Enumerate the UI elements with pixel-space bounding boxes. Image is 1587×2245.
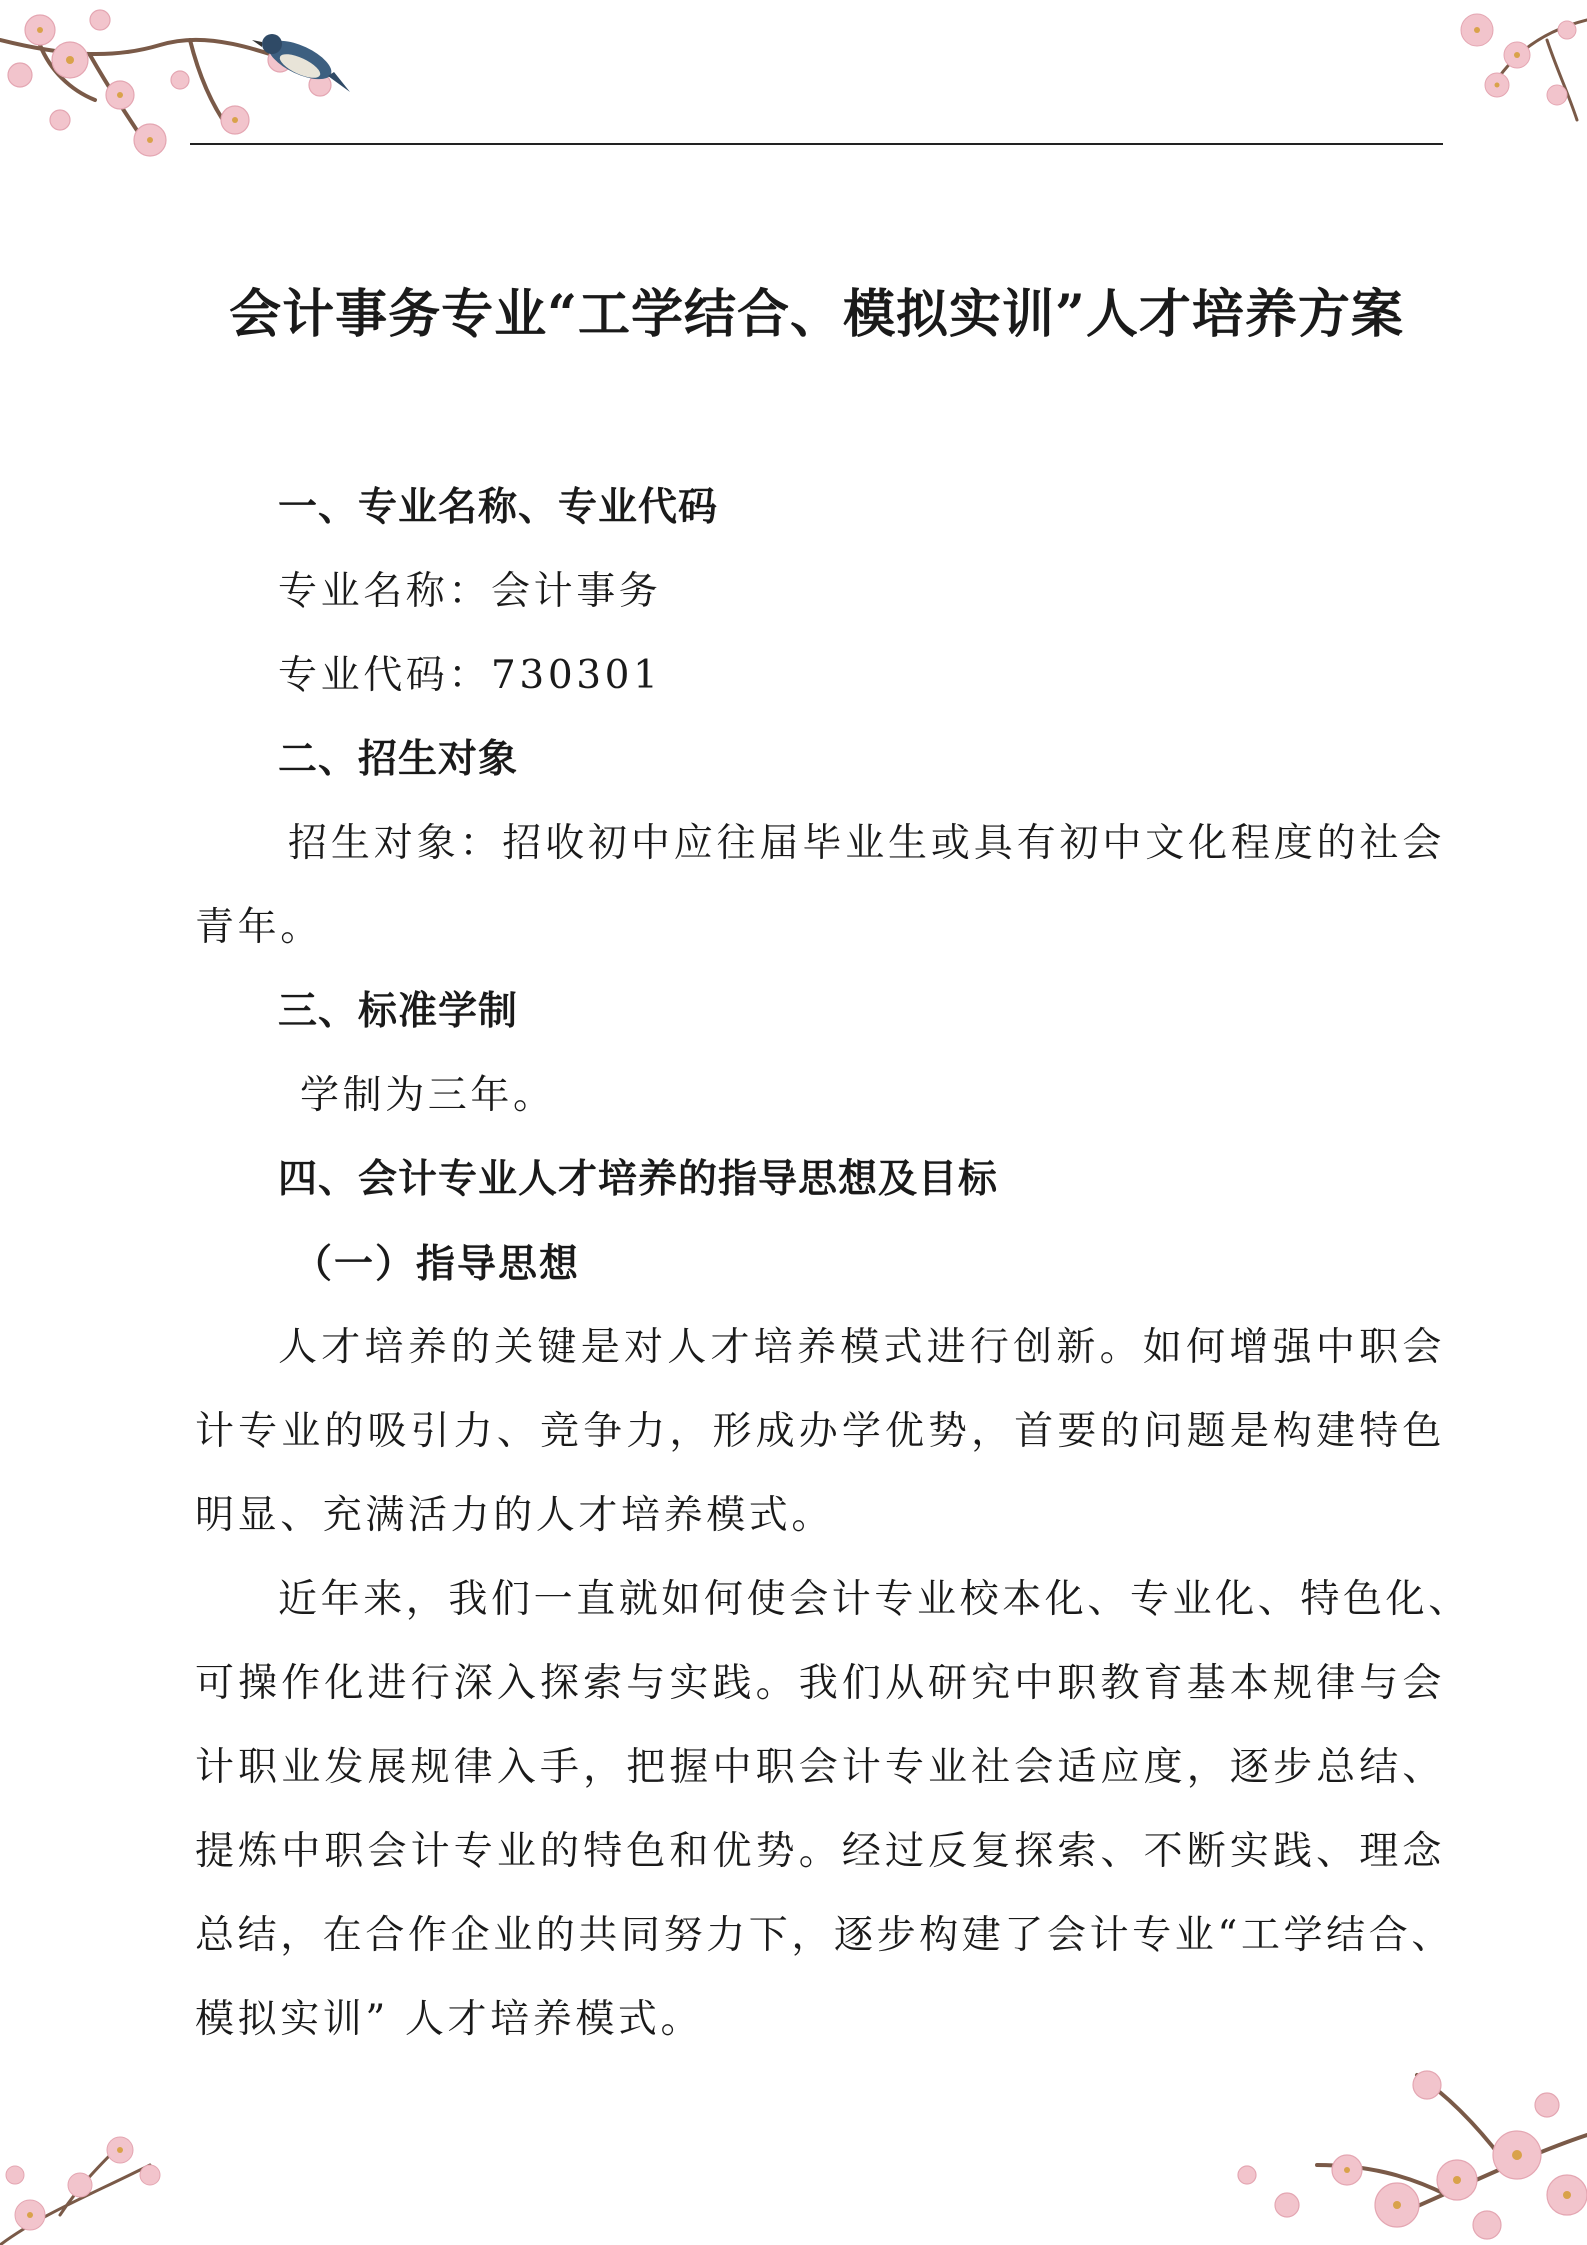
major-code-line: 专业代码：730301 — [278, 653, 662, 698]
section-heading-2: 二、招生对象 — [278, 737, 519, 782]
cherry-blossom-illustration-top-right — [1417, 0, 1587, 130]
paragraph-1-line-2: 计专业的吸引力、竞争力，形成办学优势，首要的问题是构建特色 — [195, 1409, 1445, 1454]
cherry-blossom-bird-illustration — [0, 0, 390, 180]
cherry-blossom-illustration-bottom-right — [1147, 2055, 1587, 2245]
paragraph-2-line-6: 模拟实训” 人才培养模式。 — [195, 1997, 704, 2042]
section-heading-4: 四、会计专业人才培养的指导思想及目标 — [278, 1157, 999, 1202]
paragraph-1-line-3: 明显、充满活力的人才培养模式。 — [195, 1493, 835, 1538]
subsection-heading-guiding-ideology: （一）指导思想 — [293, 1241, 581, 1287]
paragraph-2-line-5: 总结，在合作企业的共同努力下，逐步构建了会计专业“工学结合、 — [195, 1913, 1454, 1958]
bird-icon — [252, 33, 350, 92]
major-name-line: 专业名称：会计事务 — [278, 569, 662, 614]
section-heading-3: 三、标准学制 — [278, 989, 519, 1034]
paragraph-2-line-1: 近年来，我们一直就如何使会计专业校本化、专业化、特色化、 — [278, 1577, 1471, 1622]
header-rule — [190, 143, 1443, 145]
section-heading-1: 一、专业名称、专业代码 — [278, 485, 719, 530]
cherry-blossom-illustration-bottom-left — [0, 2105, 210, 2245]
paragraph-2-line-3: 计职业发展规律入手，把握中职会计专业社会适应度，逐步总结、 — [195, 1745, 1445, 1790]
paragraph-1-line-1: 人才培养的关键是对人才培养模式进行创新。如何增强中职会 — [278, 1325, 1445, 1370]
document-title: 会计事务专业“工学结合、模拟实训”人才培养方案 — [229, 284, 1404, 345]
paragraph-2-line-4: 提炼中职会计专业的特色和优势。经过反复探索、不断实践、理念 — [195, 1829, 1445, 1874]
enrollment-line-1: 招生对象：招收初中应往届毕业生或具有初中文化程度的社会 — [288, 821, 1445, 866]
paragraph-2-line-2: 可操作化进行深入探索与实践。我们从研究中职教育基本规律与会 — [195, 1661, 1445, 1706]
enrollment-line-2: 青年。 — [195, 905, 323, 950]
duration-line: 学制为三年。 — [300, 1073, 556, 1118]
document-body — [195, 466, 1471, 2062]
